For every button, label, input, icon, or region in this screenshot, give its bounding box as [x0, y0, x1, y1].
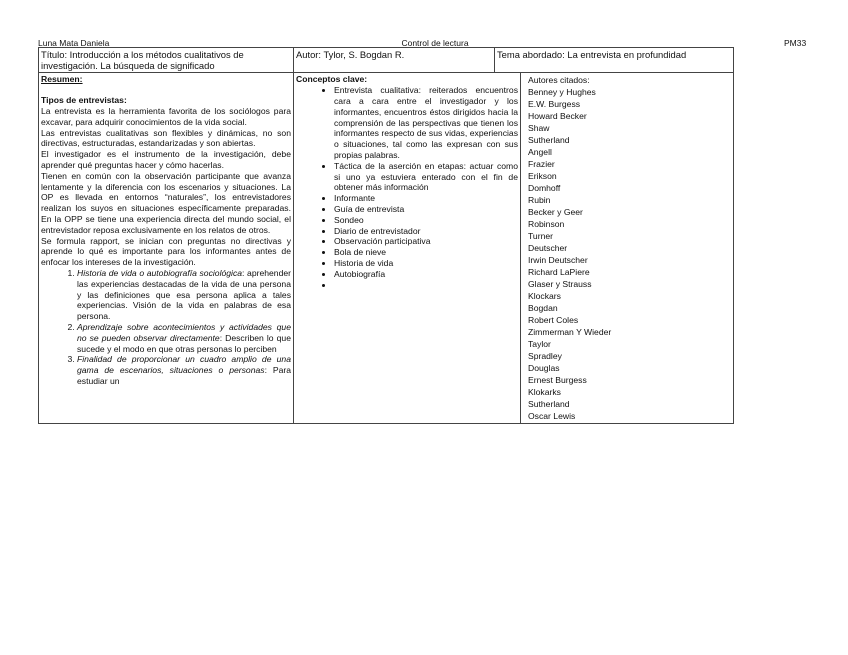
- list-item: [334, 280, 518, 291]
- autor-cell: Autor: Tylor, S. Bogdan R.: [294, 48, 495, 73]
- author-item: Shaw: [528, 123, 550, 134]
- author-item: Klokarks: [528, 387, 561, 398]
- resumen-paragraph: Se formula rapport, se inician con preguntas no directivas y aprende lo qué es importante para los informantes antes de enfocar los intereses de la investigación.: [41, 235, 291, 268]
- conceptos-column: [294, 73, 521, 424]
- author-item: Rubin: [528, 195, 551, 206]
- author-item: Glaser y Strauss: [528, 279, 592, 290]
- conceptos-list: [296, 85, 518, 290]
- item-text: : Describen lo que sucede y el modo en que otras personas lo perciben: [77, 332, 291, 354]
- info-row: [39, 48, 734, 73]
- author-item: Benney y Hughes: [528, 87, 596, 98]
- author-item: Taylor: [528, 339, 551, 350]
- item-lead: Historia de vida o autobiografía sociológica: [77, 267, 243, 278]
- group-code: PM33: [784, 38, 807, 48]
- resumen-paragraph: Tienen en común con la observación participante que avanza lentamente y la diferencia con los escenarios y situaciones. La OP es llevada en entornos “naturales”, los entrevistadores realizan los suyos en situaciones específicamente preparadas. En la OPP se tiene una experiencia directa del mundo social, el entrevistador reposa exclusivamente en los relatos de otros.: [41, 170, 291, 235]
- resumen-subheading: Tipos de entrevistas:: [41, 95, 127, 106]
- list-item: • Guía de entrevista: [334, 204, 518, 215]
- list-item: • Autobiografía: [334, 269, 518, 280]
- resumen-column: [39, 73, 294, 424]
- author-item: Howard Becker: [528, 111, 587, 122]
- autores-items: [523, 86, 731, 422]
- autores-heading: Autores citados:: [528, 75, 590, 86]
- list-item: • Informante: [334, 193, 518, 204]
- titulo-cell: Título: Introducción a los métodos cualitativos de investigación. La búsqueda de significado: [39, 48, 294, 73]
- author-item: Sutherland: [528, 399, 570, 410]
- resumen-heading: Resumen:: [41, 74, 83, 85]
- resumen-paragraph: La entrevista es la herramienta favorita de los sociólogos para excavar, para adquirir conocimientos de la vida social.: [41, 106, 291, 127]
- author-item: Erikson: [528, 171, 557, 182]
- author-item: Bogdan: [528, 303, 558, 314]
- list-item: • Táctica de la aserción en etapas: actuar como si uno ya estuviera enterado con el fin de obtener más información: [334, 161, 518, 193]
- author-item: Sutherland: [528, 135, 570, 146]
- list-item: • Observación participativa: [334, 236, 518, 247]
- author-item: Oscar Lewis: [528, 411, 576, 422]
- list-item: • Sondeo: [334, 215, 518, 226]
- author-item: Ernest Burgess: [528, 375, 587, 386]
- author-item: Richard LaPiere: [528, 267, 590, 278]
- list-item: [77, 354, 291, 386]
- student-name: Luna Mata Daniela: [38, 38, 110, 48]
- item-lead: Finalidad de proporcionar un cuadro amplio de una gama de escenarios, situaciones o personas: [77, 354, 291, 376]
- list-item: [77, 268, 291, 322]
- document-title: Control de lectura: [401, 38, 469, 48]
- item-text: : aprehender las experiencias destacadas de la vida de una persona y las definiciones que esa persona aplica a tales experiencias. Visión de la vida en palabras de esa persona.: [77, 267, 291, 322]
- author-item: Turner: [528, 231, 553, 242]
- autores-column: [521, 73, 734, 424]
- author-item: Spradley: [528, 351, 562, 362]
- list-item: • Historia de vida: [334, 258, 518, 269]
- interview-types-list: [41, 268, 291, 387]
- author-item: Domhoff: [528, 183, 561, 194]
- author-item: Becker y Geer: [528, 207, 583, 218]
- autores-list: [523, 74, 731, 86]
- item-lead: Aprendizaje sobre acontecimientos y actividades que no se pueden observar directamente: [77, 321, 291, 343]
- item-text: : Para estudiar un: [77, 365, 291, 386]
- author-item: Frazier: [528, 159, 555, 170]
- author-item: Zimmerman Y Wieder: [528, 327, 612, 338]
- spacer: [41, 85, 291, 95]
- author-item: Robinson: [528, 219, 565, 230]
- author-item: Klockars: [528, 291, 561, 302]
- author-item: Douglas: [528, 363, 560, 374]
- resumen-paragraph: Las entrevistas cualitativas son flexibles y dinámicas, no son directivas, estructuradas, estandarizadas y son abiertas.: [41, 127, 291, 149]
- list-item: • Bola de nieve: [334, 247, 518, 258]
- author-item: Deutscher: [528, 243, 568, 254]
- author-item: E.W. Burgess: [528, 99, 581, 110]
- author-item: Irwin Deutscher: [528, 255, 588, 266]
- list-item: • Entrevista cualitativa: reiterados encuentros cara a cara entre el investigador y los informantes, encuentros éstos dirigidos hacia la comprensión de las perspectivas que tienen los informantes respecto de sus vidas, experiencias o situaciones, tal como las expresan con sus propias palabras.: [334, 85, 518, 161]
- content-row: [39, 73, 734, 424]
- list-item: [77, 322, 291, 354]
- author-item: Robert Coles: [528, 315, 579, 326]
- reading-control-table: [38, 47, 734, 424]
- author-item: Angell: [528, 147, 552, 158]
- tema-cell: Tema abordado: La entrevista en profundidad: [495, 48, 734, 73]
- list-item: • Diario de entrevistador: [334, 226, 518, 237]
- conceptos-heading: Conceptos clave:: [296, 74, 368, 85]
- resumen-paragraph: El investigador es el instrumento de la investigación, debe aprender qué preguntas hacer y cómo hacerlas.: [41, 149, 291, 170]
